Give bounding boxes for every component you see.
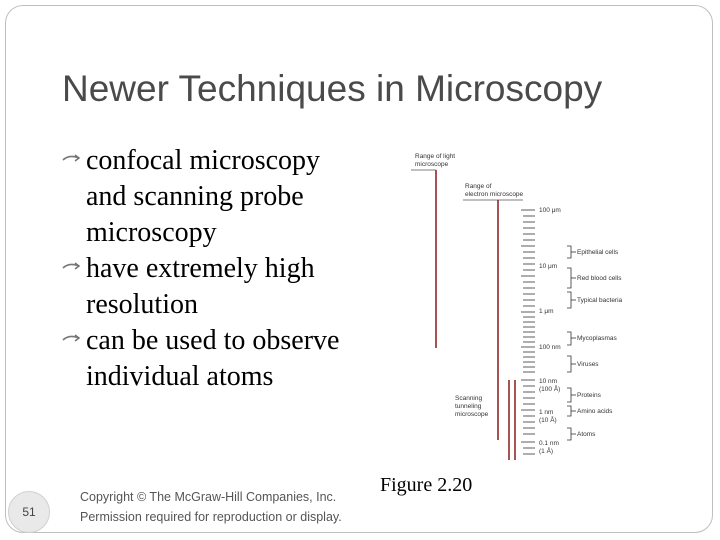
electron-range-label: Range of bbox=[465, 183, 492, 190]
object-label: Epithelial cells bbox=[577, 249, 619, 256]
scale-label: 1 nm bbox=[539, 409, 554, 416]
light-range-label: Range of light bbox=[415, 153, 456, 160]
bullet-text: have extremely high resolution bbox=[86, 253, 315, 320]
scale-label: 0.1 nm bbox=[539, 440, 559, 447]
bullet-text: confocal microscopy and scanning probe microscopy bbox=[86, 145, 321, 248]
bullet-text: can be used to observe individual atoms bbox=[86, 325, 340, 392]
object-label: Amino acids bbox=[577, 408, 613, 415]
bullet-item bbox=[62, 143, 362, 251]
copyright-line: Copyright © The McGraw-Hill Companies, Inc. bbox=[80, 490, 337, 504]
bullet-item bbox=[62, 251, 362, 323]
bullet-arrow-icon bbox=[62, 333, 82, 347]
tunneling-range-label: Scanning bbox=[455, 395, 483, 402]
bullet-list bbox=[62, 143, 362, 395]
object-brackets bbox=[567, 246, 576, 440]
scale-label: (10 Å) bbox=[539, 417, 557, 424]
scale-ticks bbox=[521, 210, 535, 454]
bullet-arrow-icon bbox=[62, 261, 82, 275]
microscopy-scale-figure bbox=[405, 140, 660, 470]
bullet-arrow-icon bbox=[62, 153, 82, 167]
slide-number: 51 bbox=[22, 505, 36, 519]
scale-label: (100 Å) bbox=[539, 386, 561, 393]
slide-title: Newer Techniques in Microscopy bbox=[62, 68, 603, 109]
scale-label: 10 nm bbox=[539, 378, 558, 385]
object-label: Viruses bbox=[577, 361, 599, 368]
bullet-item bbox=[62, 323, 362, 395]
object-label: Typical bacteria bbox=[577, 297, 623, 304]
electron-range-label: electron microscope bbox=[465, 191, 524, 198]
scale-label: 100 nm bbox=[539, 344, 561, 351]
object-label: Proteins bbox=[577, 392, 601, 399]
slide-number-badge bbox=[8, 491, 50, 533]
tunneling-range-label: microscope bbox=[455, 411, 489, 418]
scale-label: 10 μm bbox=[539, 263, 558, 270]
object-label: Atoms bbox=[577, 431, 596, 438]
tunneling-range-label: tunneling bbox=[455, 403, 482, 410]
scale-label: 100 μm bbox=[539, 207, 561, 214]
permission-line: Permission required for reproduction or display. bbox=[80, 510, 342, 524]
copyright-notice bbox=[80, 487, 342, 527]
object-label: Mycoplasmas bbox=[577, 335, 617, 342]
scale-label: 1 μm bbox=[539, 308, 554, 315]
light-range-label: microscope bbox=[415, 161, 449, 168]
object-label: Red blood cells bbox=[577, 275, 622, 282]
figure-caption: Figure 2.20 bbox=[380, 474, 473, 496]
scale-label: (1 Å) bbox=[539, 448, 554, 455]
